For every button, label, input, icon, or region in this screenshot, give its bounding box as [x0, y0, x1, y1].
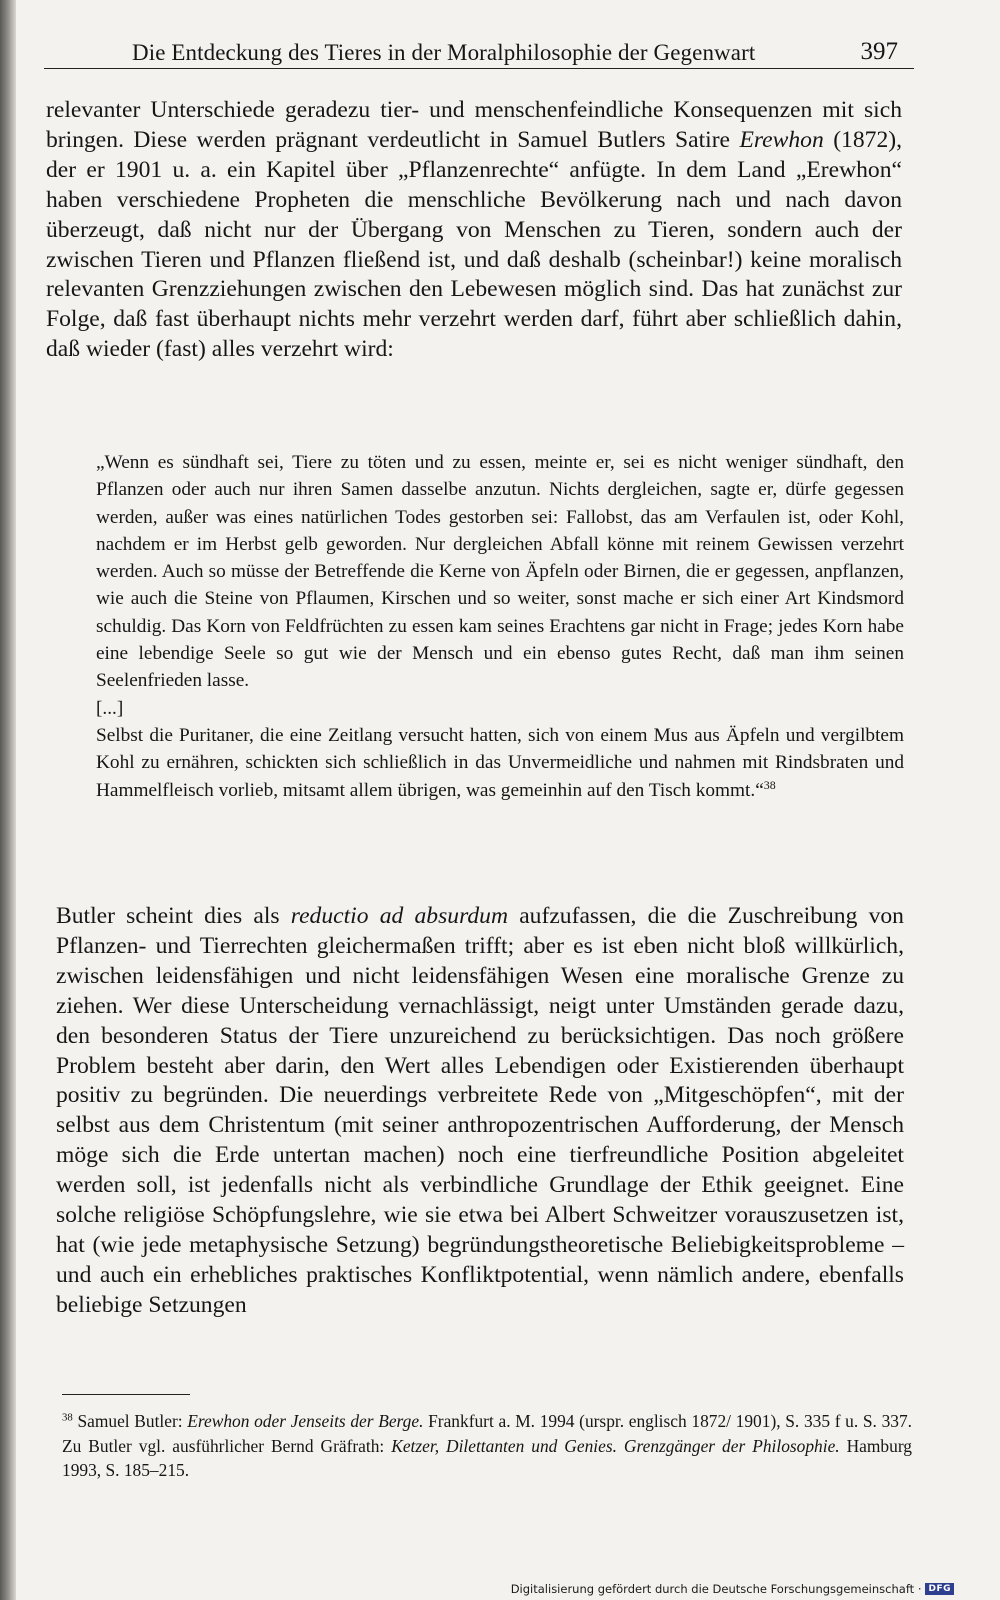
work-title-erewhon: Erewhon	[739, 126, 824, 153]
footnote-text-1: Frankfurt a. M. 1994 (urspr. englisch 1872/ 1901), S. 335 f u. S. 337. Zu Butler vgl. ausführlicher Bernd Gräfrath:	[62, 1411, 913, 1456]
footnote-title-1: Erewhon oder Jenseits der Berge.	[187, 1411, 424, 1431]
block-quote	[96, 449, 904, 804]
italic-term: reductio ad absurdum	[290, 903, 509, 929]
quote-part-2	[96, 722, 904, 804]
dfg-logo: DFG	[925, 1583, 954, 1595]
page-number: 397	[860, 38, 898, 65]
quote-ellipsis: [...]	[96, 697, 124, 719]
footnote-38	[62, 1409, 912, 1483]
digitization-credit	[511, 1582, 954, 1596]
book-page	[44, 36, 914, 1318]
running-title: Die Entdeckung des Tieres in der Moralphilosophie der Gegenwart	[132, 40, 756, 65]
footnote-number: 38	[62, 1411, 73, 1424]
paragraph-2-text-a: Butler scheint dies als	[56, 903, 291, 929]
running-head	[44, 36, 914, 69]
footnote-reference: 38	[763, 777, 776, 792]
quote-part-2-text: Selbst die Puritaner, die eine Zeitlang versucht hatten, sich von einem Mus aus Äpfeln und vergilbtem Kohl zu ernähren, schickten sich schließlich in das Unvermeidliche und nahmen mit Rindsbraten und Hammelfleisch vorlieb, mitsamt allem übrigen, was gemeinhin auf den Tisch kommt.“	[96, 724, 904, 801]
quote-part-1: „Wenn es sündhaft sei, Tiere zu töten und zu essen, meinte er, sei es nicht weniger sündhaft, den Pflanzen oder auch nur ihren Samen dasselbe anzutun. Nichts dergleichen, sagte er, dürfe gegessen werden, außer was eines natürlichen Todes gestorben sei: Fallobst, das am Verfaulen ist, oder Kohl, nachdem er im Herbst gelb geworden. Nur dergleichen Abfall könne mit reinem Gewissen verzehrt werden. Auch so müsse der Betreffende die Kerne von Äpfeln oder Birnen, die er gegessen, anpflanzen, wie auch die Steine von Pflaumen, Kirschen und so weiter, sonst mache er sich einer Art Kindsmord schuldig. Das Korn von Feldfrüchten zu essen kam seines Erachtens gar nicht in Frage; jedes Korn habe eine lebendige Seele so gut wie der Mensch und ein ebenso gutes Recht, daß man ihm seinen Seelenfrieden lasse.	[96, 452, 904, 692]
footnote-text-2: Hamburg 1993, S. 185–215.	[62, 1435, 912, 1480]
paragraph-1	[46, 96, 902, 365]
footnote-title-2: Ketzer, Dilettanten und Genies. Grenzgänger der Philosophie.	[391, 1435, 840, 1456]
footnote-author-1: Samuel Butler:	[77, 1411, 188, 1431]
paragraph-2-text-b: aufzufassen, die die Zuschreibung von Pflanzen- und Tierrechten gleichermaßen trifft; aber es ist eben nicht bloß willkürlich, zwischen leidensfähigen und nicht leidensfähigen Wesen eine moralische Grenze zu ziehen. Wer diese Unterscheidung vernachlässigt, neigt unter Umständen gerade dazu, den besonderen Status der Tiere unzureichend zu berücksichtigen. Das noch größere Problem besteht aber darin, den Wert alles Lebendigen oder Existierenden überhaupt positiv zu begründen. Die neuerdings verbreitete Rede von „Mitgeschöpfen“, mit der selbst aus dem Christentum (mit seiner anthropozentrischen Aufforderung, der Mensch möge sich die Erde untertan machen) noch eine tierfreundliche Position abgeleitet werden soll, ist jedenfalls nicht als verbindliche Grundlage der Ethik geeignet. Eine solche religiöse Schöpfungslehre, wie sie etwa bei Albert Schweitzer vorauszusetzen ist, hat (wie jede metaphysische Setzung) begründungstheoretische Beliebigkeitsprobleme – und auch ein erhebliches praktisches Konfliktpotential, wenn nämlich andere, ebenfalls beliebige Setzungen	[56, 903, 904, 1318]
paragraph-1-text-b: (1872), der er 1901 u. a. ein Kapitel über „Pflanzenrechte“ anfügte. In dem Land „Erewhon“ haben verschiedene Propheten die menschliche Bevölkerung nach und nach davon überzeugt, daß nicht nur der Übergang von Menschen zu Tieren, sondern auch der zwischen Tieren und Pflanzen fließend ist, und daß deshalb (scheinbar!) keine moralisch relevanten Grenzziehungen zwischen den Lebewesen möglich sind. Das hat zunächst zur Folge, daß fast überhaupt nichts mehr verzehrt werden darf, führt aber schließlich dahin, daß wieder (fast) alles verzehrt wird:	[46, 126, 903, 363]
footnote-divider	[62, 1394, 190, 1395]
book-spine-shadow	[0, 0, 16, 1600]
credit-text: Digitalisierung gefördert durch die Deutsche Forschungsgemeinschaft ·	[510, 1582, 922, 1596]
paragraph-2	[56, 902, 904, 1321]
paragraph-1-text-a: relevanter Unterschiede geradezu tier- und menschenfeindliche Konsequenzen mit sich bringen. Diese werden prägnant verdeutlicht in Samuel Butlers Satire	[46, 97, 902, 153]
